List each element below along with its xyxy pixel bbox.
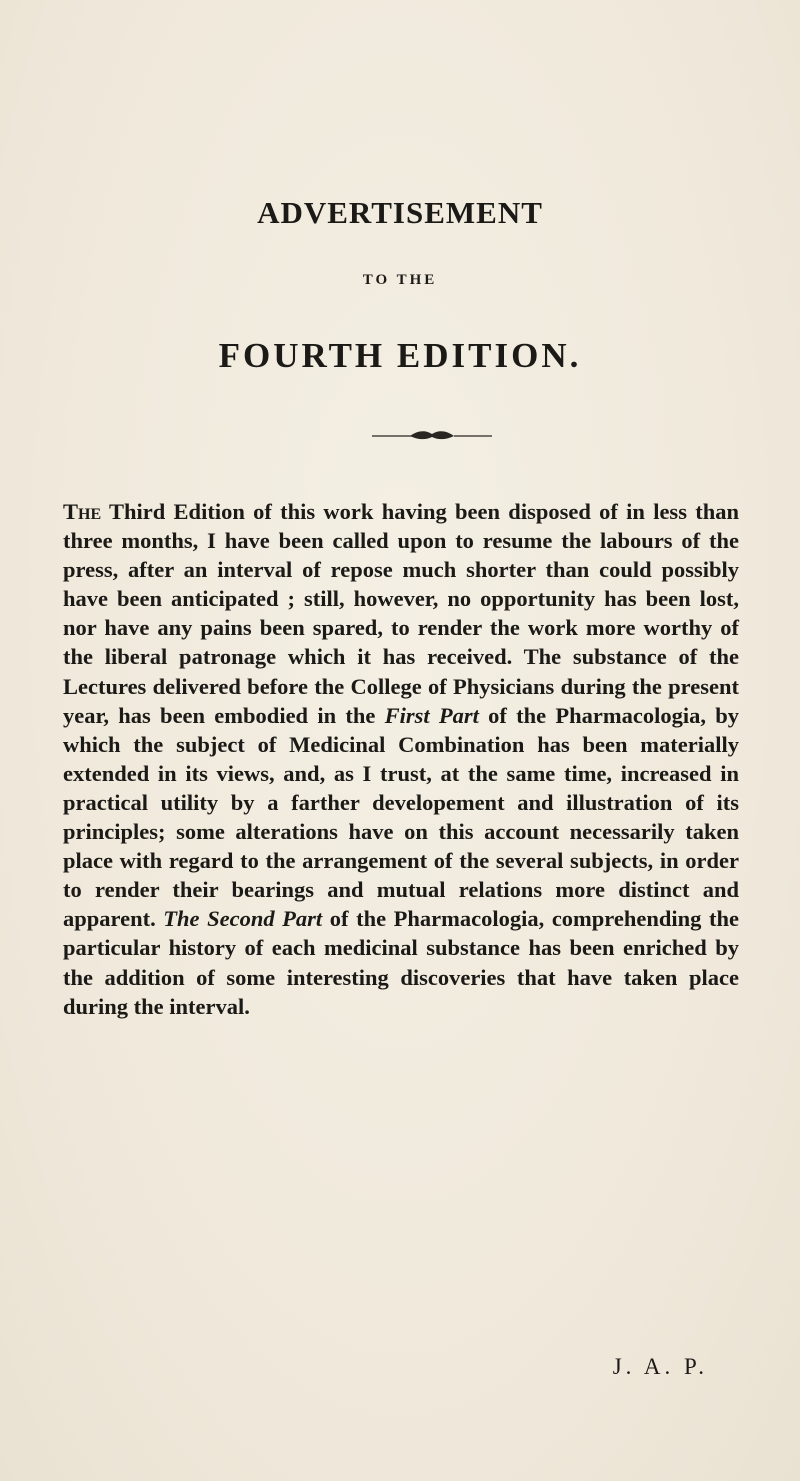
body-paragraph [63,497,739,1021]
paragraph-part-2: of the Pharmacologia, by which the subject of Medicinal Combination has been materially extended in its views, and, as I trust, at the same time, increased in practical utility by a farther developement and illustration of its principles; some alterations have on this account necessarily taken place with regard to the arrangement of the several subjects, in order to render their bearings and mutual relations more distinct and apparent. [63,702,739,932]
first-part-title: First Part [384,702,479,728]
paragraph-part-3: of the Pharmacologia, comprehending the particular history of each medicinal substance has been enriched by the addition of some interesting discoveries that have taken place during the interval. [63,906,739,1019]
edition-title: FOURTH EDITION. [218,336,582,375]
paragraph-text [63,497,739,1021]
title-connector: TO THE [362,272,438,288]
second-part-title: The Second Part [163,906,323,932]
signature: J. A. P. [612,1354,708,1379]
paragraph-lead: The [63,499,102,524]
page-title: ADVERTISEMENT [257,195,543,230]
paragraph-part-1: Third Edition of this work having been disposed of in less than three months, I have been called upon to resume the labours of the press, after an interval of repose much shorter than could possibly have been anticipated ; still, however, no opportunity has been lost, nor have any pains been spared, to render the work more worthy of the liberal patronage which it has received. The substance of the Lectures delivered before the College of Physicians during the present year, has been embodied in the [63,499,739,728]
ornamental-rule-icon [370,428,494,442]
